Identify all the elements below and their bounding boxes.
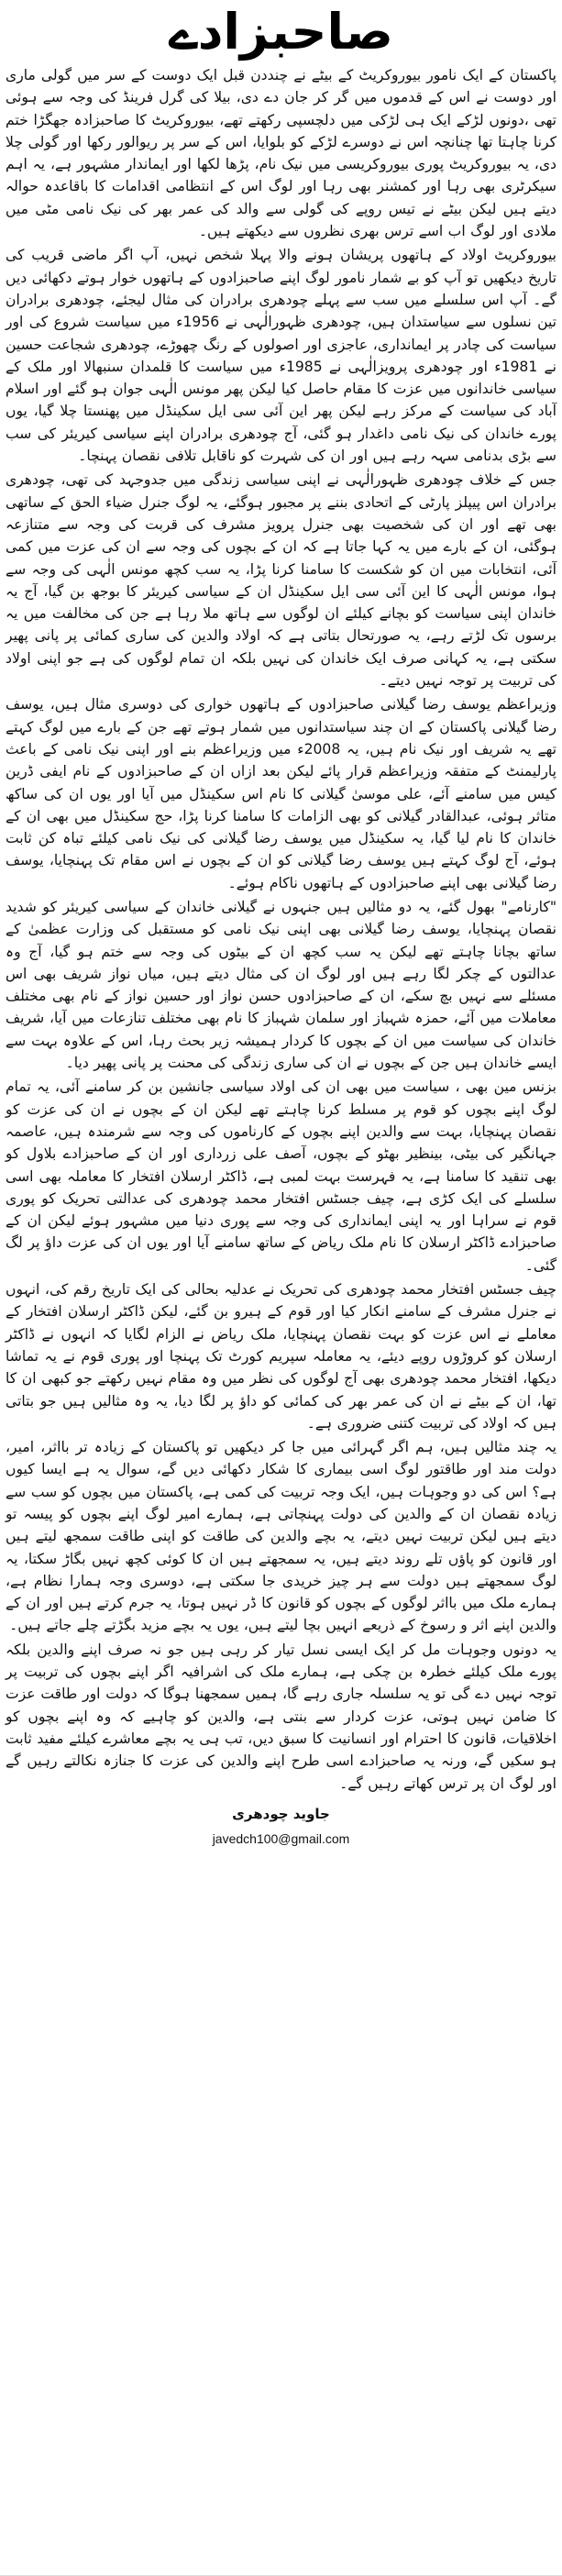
paragraph: یہ چند مثالیں ہیں، ہم اگر گہرائی میں جا کر دیکھیں تو پاکستان کے زیادہ تر بااثر، امیر، دولت مند اور طاقتور لوگ اسی بیماری کا شکار دکھائی دیں گے، سوال یہ ہے ایسا کیوں ہے؟ اس کی دو وجوہات ہیں، ایک وجہ تربیت کی کمی ہے، پاکستان میں بچوں کو سب سے زیادہ نقصان ان کے والدین کی دولت پہنچاتی ہے، ہمارے امیر لوگ اپنے بچوں کو پیسہ تو دیتے ہیں لیکن تربیت نہیں دیتے، یہ بچے والدین کی طاقت کو اپنی طاقت سمجھ لیتے ہیں اور قانون کو پاؤں تلے روند دیتے ہیں، یہ سمجھتے ہیں ان کا کوئی کچھ نہیں بگاڑ سکتا، یہ لوگ سمجھتے ہیں دولت سے ہر چیز خریدی جا سکتی ہے، دوسری وجہ ہمارا نظام ہے، ہمارے ملک میں بااثر لوگوں کے بچوں کو قانون کا ڈر نہیں ہوتا، یہ جرم کرتے ہیں اور ان کے والدین اپنے اثر و رسوخ کے ذریعے انہیں بچا لیتے ہیں، یوں یہ بچے مزید بگڑتے چلے جاتے ہیں۔	[6, 1439, 556, 1634]
author-email: javedch100@gmail.com	[212, 1830, 350, 1846]
paragraph: بزنس مین بھی ، سیاست میں بھی ان کی اولاد سیاسی جانشین بن کر سامنے آئی، یہ تمام لوگ اپنے بچوں کو قوم پر مسلط کرنا چاہتے تھے لیکن ان کے بچوں نے ان کی عزت کو نقصان پہنچایا، بہت سے والدین اپنے بچوں کے کارناموں کی وجہ سے شرمندہ ہیں، عاصمہ جہانگیر کی بیٹی، بینظیر بھٹو کے بچوں، آصف علی زرداری اور ان کے صاحبزادے بلاول کو بھی تنقید کا سامنا ہے، یہ فہرست بہت لمبی ہے، ڈاکٹر ارسلان افتخار کا معاملہ بھی اسی سلسلے کی ایک کڑی ہے، چیف جسٹس افتخار محمد چودھری کی عدالتی تحریک کو پوری قوم نے سراہا اور یہ اپنی ایمانداری کی وجہ سے پوری دنیا میں مشہور ہوئے لیکن ان کے صاحبزادے ڈاکٹر ارسلان کا نام ملک ریاض کے ساتھ سامنے آیا اور یوں ان کی عزت داؤ پر لگ گئی۔	[6, 1078, 556, 1274]
paragraph: پاکستان کے ایک نامور بیوروکریٹ کے بیٹے نے چنددن قبل ایک دوست کے سر میں گولی ماری اور دوست نے اس کے قدموں میں گر کر جان دے دی، بیلا کی گرل فرینڈ کی وجہ سے ہوئی تھی ،دونوں لڑکے ایک ہی لڑکی میں دلچسپی رکھتے تھے، بیوروکریٹ کا صاحبزادہ جھگڑا ختم کرنا چاہتا تھا چنانچہ اس نے دوسرے لڑکے کو بلوایا، اس کے سر پر ریوالور رکھا اور گولی چلا دی، یہ بیوروکریٹ پوری بیوروکریسی میں نیک نام، پڑھا لکھا اور ایماندار مشہور ہے، یہ اہم سیکرٹری بھی رہا اور کمشنر بھی رہا اور لوگ اس کے انتظامی اقدامات کا باقاعدہ حوالہ دیتے ہیں لیکن بیٹے نے تیس روپے کی گولی سے والد کی عمر بھر کی نیک نامی مٹی میں ملادی اور لوگ اب اسے ترس بھری نظروں سے دیکھتے ہیں۔	[6, 67, 556, 240]
column-body	[6, 64, 556, 1795]
column-title: صاحبزادے	[169, 3, 393, 61]
paragraph: یہ دونوں وجوہات مل کر ایک ایسی نسل تیار کر رہی ہیں جو نہ صرف اپنے والدین بلکہ پورے ملک کیلئے خطرہ بن چکی ہے، ہمارے ملک کی اشرافیہ اگر اپنے بچوں کی تربیت پر توجہ نہیں دے گی تو یہ سلسلہ جاری رہے گا، ہمیں سمجھنا ہوگا کہ دولت اور طاقت عزت کا ضامن نہیں ہوتی، عزت کردار سے بنتی ہے، والدین کو چاہیے کہ وہ اپنے بچوں کو اخلاقیات، قانون کا احترام اور انسانیت کا سبق دیں، تب ہی یہ بچے معاشرے کیلئے مفید ثابت ہو سکیں گے، ورنہ یہ صاحبزادے اسی طرح اپنے والدین کی عزت کا جنازہ نکالتے رہیں گے اور لوگ ان پر ترس کھاتے رہیں گے۔	[6, 1641, 556, 1792]
paragraph: بیوروکریٹ اولاد کے ہاتھوں پریشان ہونے والا پہلا شخص نہیں، آپ اگر ماضی قریب کی تاریخ دیکھیں تو آپ کو بے شمار نامور لوگ اپنے صاحبزادوں کے ہاتھوں خوار ہوتے دکھائی دیں گے۔ آپ اس سلسلے میں سب سے پہلے چودھری برادران کی مثال لیجئے، چودھری برادران تین نسلوں سے سیاستدان ہیں، چودھری ظہورالٰہی نے 1956ء میں سیاست شروع کی اور سیاست کی چادر پر ایمانداری، عاجزی اور اصولوں کے رنگ چھوڑے، چودھری شجاعت حسین نے 1981ء اور چودھری پرویزالٰہی نے 1985ء میں سیاست کا قلمدان سنبھالا اور ملک کے سیاسی خاندانوں میں عزت کا مقام حاصل کیا لیکن پھر مونس الٰہی جوان ہو گئے اور اسلام آباد کی سیاست کے مرکز رہے لیکن پھر این آئی سی ایل سکینڈل میں پھنستا چلا گیا، یوں پورے خاندان کی نیک نامی داغدار ہو گئی، آج چودھری برادران اپنے سیاسی کیریئر کی سب سے بڑی بدنامی سہہ رہے ہیں اور ان کی شہرت کو ناقابل تلافی نقصان پہنچا۔	[6, 247, 557, 465]
author-name: جاوید چودھری	[232, 1805, 330, 1822]
paragraph: جس کے خلاف چودھری ظہورالٰہی نے اپنی سیاسی زندگی میں جدوجہد کی تھی، چودھری برادران اس پیپلز پارٹی کے اتحادی بننے پر مجبور ہوگئے، یہ لوگ جنرل ضیاء الحق کے ساتھی بھی تھے اور ان کی شخصیت بھی جنرل پرویز مشرف کی قربت کی وجہ سے متنازعہ ہوگئی، ان کے بارے میں یہ کہا جاتا ہے کہ ان کے بچوں کی وجہ سے ان کی عزت میں کمی آئی، انتخابات میں ان کو شکست کا سامنا کرنا پڑا، یہ سب کچھ مونس الٰہی کی وجہ سے ہوا، مونس الٰہی کا این آئی سی ایل سکینڈل ان کے سیاسی کیریئر کا بوجھ بن گیا، آج یہ خاندان اپنی سیاست کو بچانے کیلئے ان لوگوں سے ہاتھ ملا رہا ہے جن کی مخالفت میں یہ برسوں تک لڑتے رہے، یہ صورتحال بتاتی ہے کہ اولاد والدین کی ساری کمائی پر پانی پھیر سکتی ہے، یہ کہانی صرف ایک خاندان کی نہیں بلکہ ان تمام لوگوں کی ہے جو اپنی اولاد کی تربیت پر توجہ نہیں دیتے۔	[6, 471, 556, 690]
paragraph: "کارنامے" بھول گئے، یہ دو مثالیں ہیں جنہوں نے گیلانی خاندان کے سیاسی کیریئر کو شدید نقصان پہنچایا، یوسف رضا گیلانی بھی اپنی نیک نامی کو مستقبل کی وزارت عظمیٰ کے ساتھ بچانا چاہتے تھے لیکن یہ سب کچھ ان کے بیٹوں کی وجہ سے ختم ہو گیا، آج وہ عدالتوں کے چکر لگا رہے ہیں اور لوگ ان کی مثال دیتے ہیں، میاں نواز شریف بھی اس مسئلے سے نہیں بچ سکے، ان کے صاحبزادوں حسن نواز اور حسین نواز کے نام بھی مختلف معاملات میں آئے، حمزہ شہباز اور سلمان شہباز کا نام بھی مختلف تنازعات میں آیا، شریف خاندان کی سیاست میں ان کے بچوں کا کردار ہمیشہ زیر بحث رہا، اس کے علاوہ بہت سے ایسے خاندان ہیں جن کے بچوں نے ان کی ساری زندگی کی محنت پر پانی پھیر دیا۔	[6, 898, 556, 1072]
paragraph: چیف جسٹس افتخار محمد چودھری کی تحریک نے عدلیہ بحالی کی ایک تاریخ رقم کی، انہوں نے جنرل مشرف کے سامنے انکار کیا اور قوم کے ہیرو بن گئے، لیکن ڈاکٹر ارسلان افتخار کے معاملے نے اس عزت کو بہت نقصان پہنچایا، ملک ریاض نے الزام لگایا کہ انہوں نے ڈاکٹر ارسلان کو کروڑوں روپے دیئے، یہ معاملہ سپریم کورٹ تک پہنچا اور پوری قوم نے یہ تماشا دیکھا، افتخار محمد چودھری بھی آج لوگوں کی نظر میں وہ مقام نہیں رکھتے جو کبھی ان کا تھا، ان کے بیٹے نے ان کی عمر بھر کی کمائی کو داؤ پر لگا دیا، یہ وہ مثالیں ہیں جو بتاتی ہیں کہ اولاد کی تربیت کتنی ضروری ہے۔	[6, 1281, 556, 1432]
paragraph: وزیراعظم یوسف رضا گیلانی صاحبزادوں کے ہاتھوں خواری کی دوسری مثال ہیں، یوسف رضا گیلانی پاکستان کے ان چند سیاستدانوں میں شمار ہوتے تھے جن کے بارے میں لوگ کہتے تھے یہ شریف اور نیک نام ہیں، یہ 2008ء میں وزیراعظم بنے اور اپنی نیک نامی کے باعث پارلیمنٹ کے متفقہ وزیراعظم قرار پائے لیکن بعد ازاں ان کے صاحبزادوں کے نام ایفی ڈرین کیس میں سامنے آئے، علی موسیٰ گیلانی کا نام اس سکینڈل میں آیا اور یوں ان کی ساکھ متاثر ہوئی، عبدالقادر گیلانی کو بھی الزامات کا سامنا کرنا پڑا، حج سکینڈل میں بھی ان کے خاندان کا نام لیا گیا، یہ سکینڈل میں یوسف رضا گیلانی کی نیک نامی کیلئے تباہ کن ثابت ہوئے، آج لوگ کہتے ہیں یوسف رضا گیلانی کو ان کے بچوں نے اس مقام تک پہنچایا، یوسف رضا گیلانی بھی اپنے صاحبزادوں کے ہاتھوں ناکام ہوئے۔	[6, 696, 556, 891]
title-area	[6, 0, 556, 64]
